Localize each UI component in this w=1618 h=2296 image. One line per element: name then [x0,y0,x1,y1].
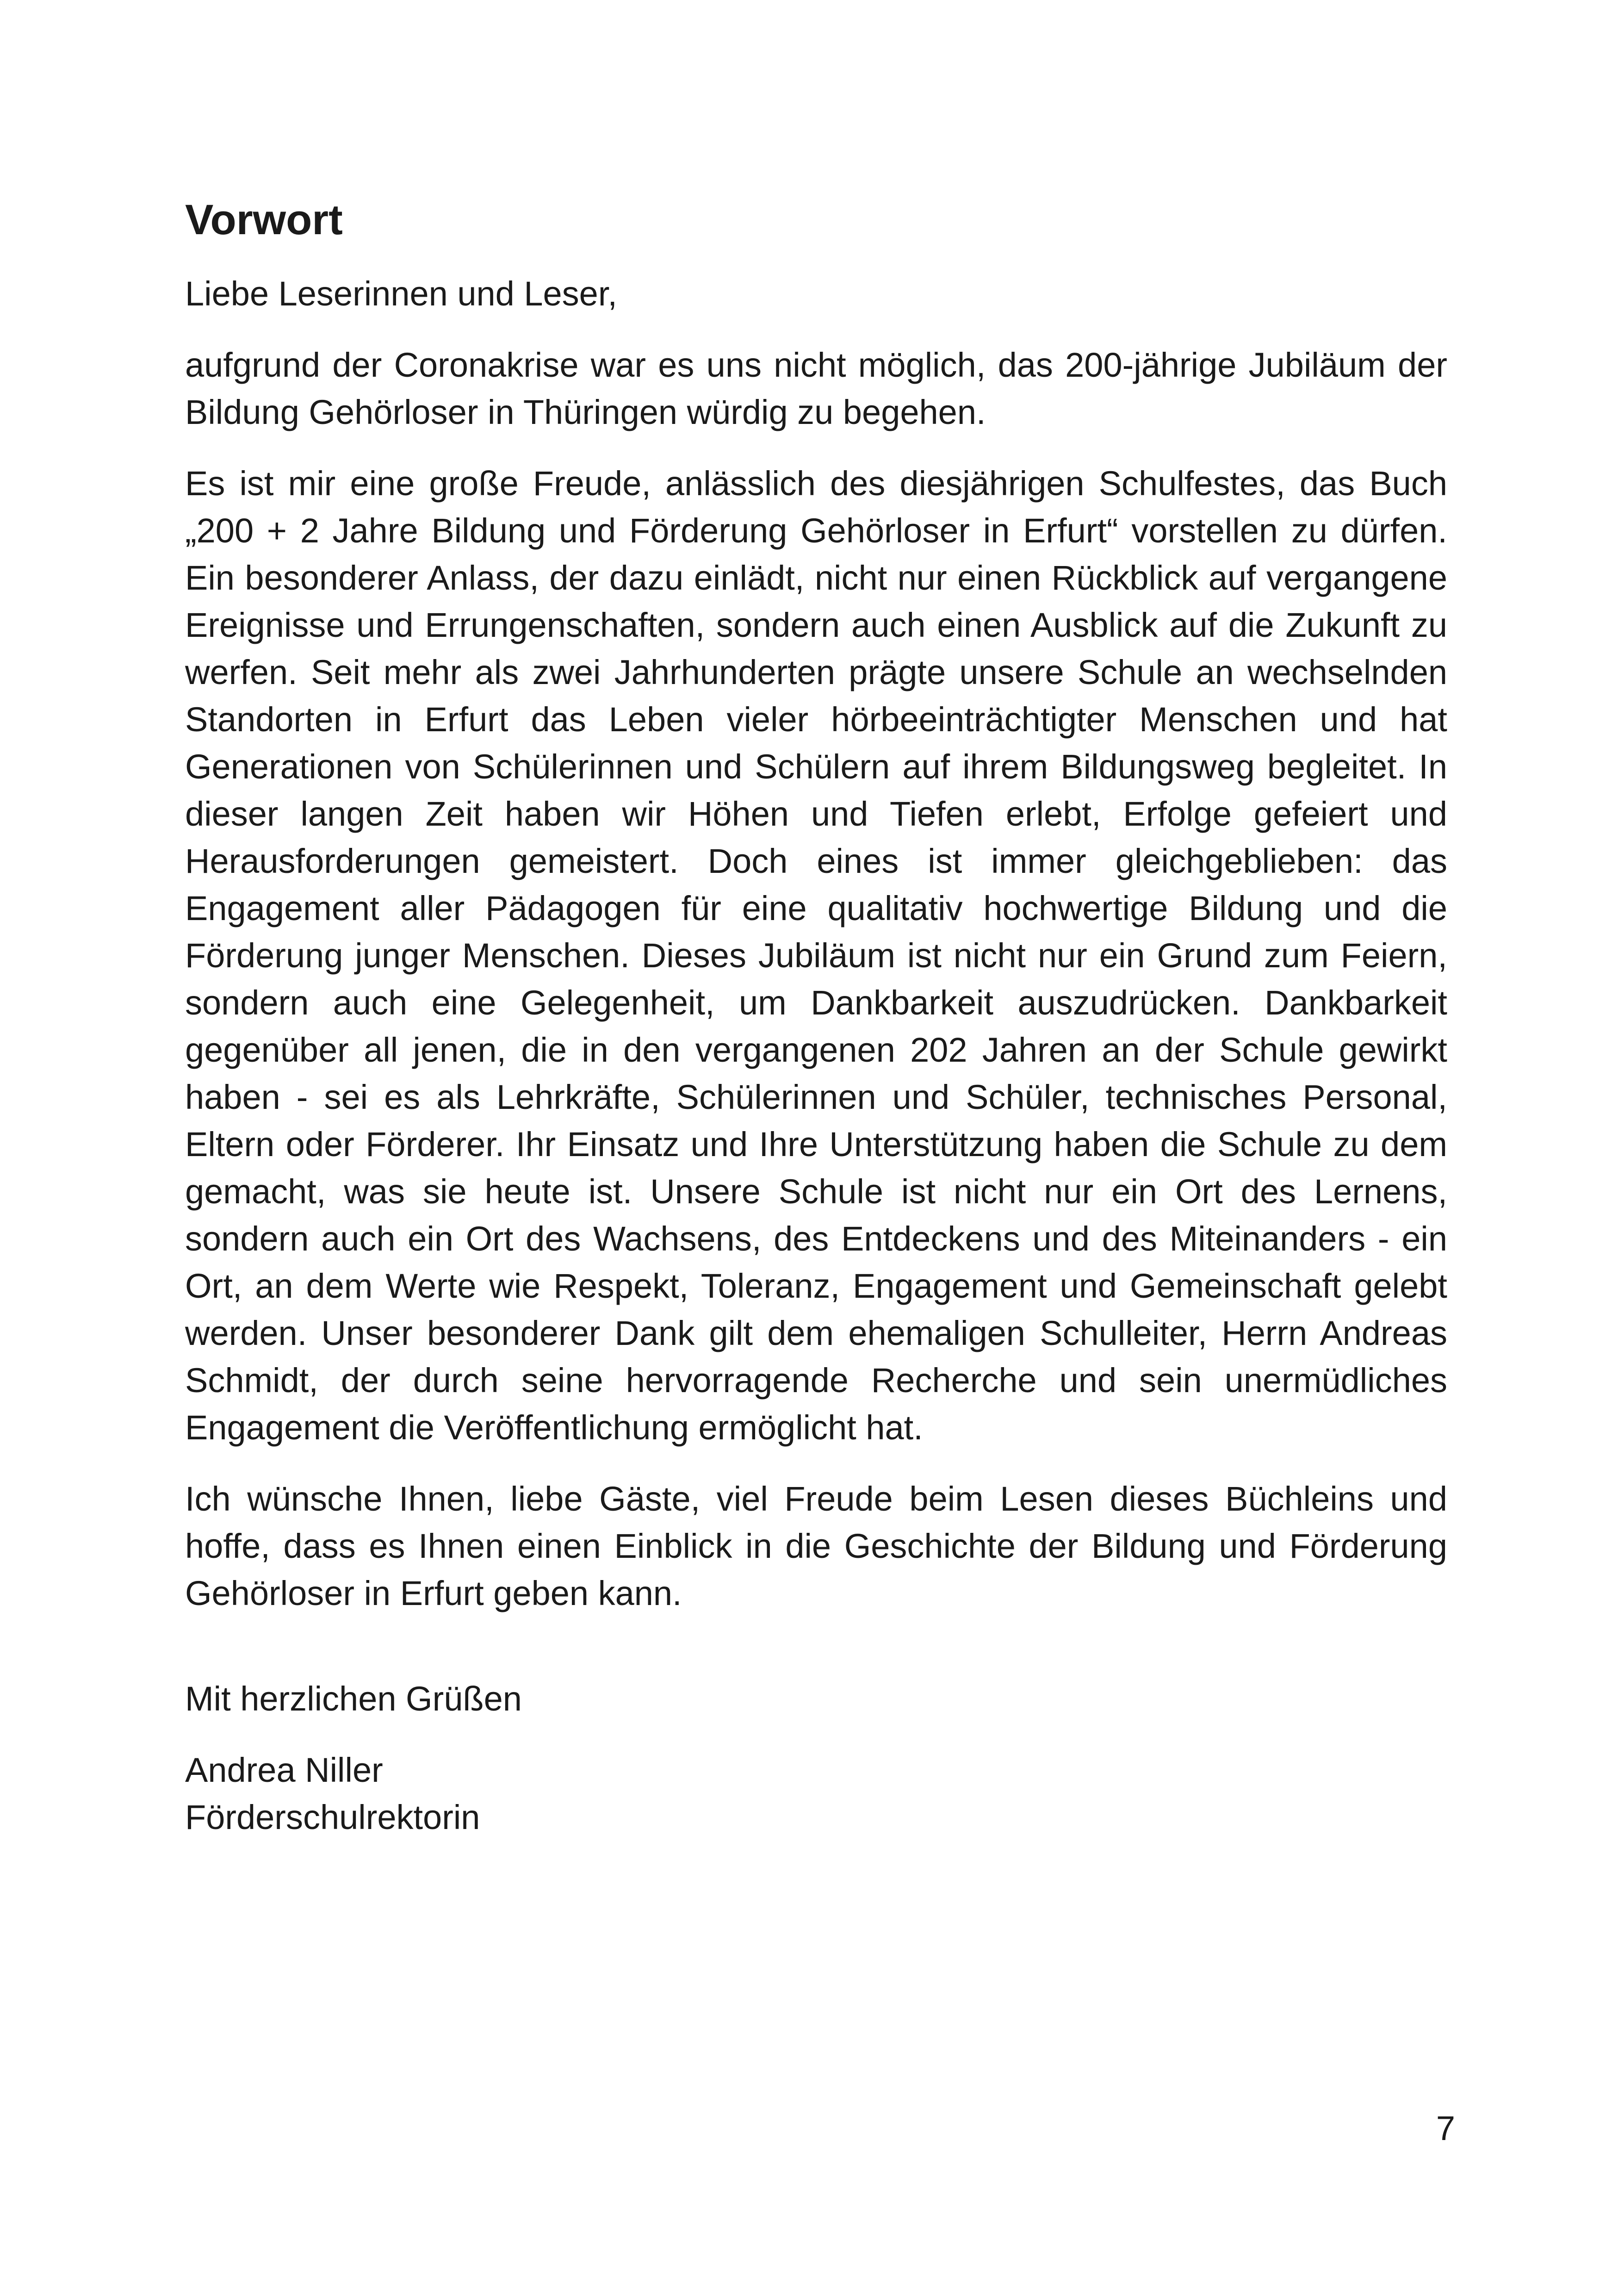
signature-name: Andrea Niller [185,1751,383,1790]
signature-title: Förderschulrektorin [185,1798,480,1837]
page-title: Vorwort [185,196,343,243]
page-content [185,194,1447,1841]
paragraph-wishes: Ich wünsche Ihnen, liebe Gäste, viel Freude beim Lesen dieses Büchleins und hoffe, dass es Ihnen einen Einblick in die Geschichte der Bildung und Förderung Gehörloser in Erfurt geben kann. [185,1480,1447,1613]
closing-greeting: Mit herzlichen Grüßen [185,1680,522,1718]
paragraph-main: Es ist mir eine große Freude, anlässlich des diesjährigen Schulfestes, das Buch „200 + 2 Jahre Bildung und Förderung Gehörloser in Erfurt“ vorstellen zu dürfen. Ein besonderer Anlass, der dazu einlädt, nicht nur einen Rückblick auf vergangene Ereignisse und Errungenschaften, sondern auch einen Ausblick auf die Zukunft zu werfen. Seit mehr als zwei Jahrhunderten prägte unsere Schule an wechselnden Standorten in Erfurt das Leben vieler hörbeeinträchtigter Menschen und hat Generationen von Schülerinnen und Schülern auf ihrem Bildungsweg begleitet. In dieser langen Zeit haben wir Höhen und Tiefen erlebt, Erfolge gefeiert und Herausforderungen gemeistert. Doch eines ist immer gleichgeblieben: das Engagement aller Pädagogen für eine qualitativ hochwertige Bildung und die Förderung junger Menschen. Dieses Jubiläum ist nicht nur ein Grund zum Feiern, sondern auch eine Gelegenheit, um Dankbarkeit auszudrücken. Dankbarkeit gegenüber all jenen, die in den vergangenen 202 Jahren an der Schule gewirkt haben - sei es als Lehrkräfte, Schülerinnen und Schüler, technisches Personal, Eltern oder Förderer. Ihr Einsatz und Ihre Unterstützung haben die Schule zu dem gemacht, was sie heute ist. Unsere Schule ist nicht nur ein Ort des Lernens, sondern auch ein Ort des Wachsens, des Entdeckens und des Miteinanders - ein Ort, an dem Werte wie Respekt, Toleranz, Engagement und Gemeinschaft gelebt werden. Unser besonderer Dank gilt dem ehemaligen Schulleiter, Herrn Andreas Schmidt, der durch seine hervorragende Recherche und sein unermüdliches Engagement die Veröffentlichung ermöglicht hat. [185,464,1447,1447]
salutation: Liebe Leserinnen und Leser, [185,274,617,313]
page-number: 7 [1436,2109,1455,2147]
paragraph-intro: aufgrund der Coronakrise war es uns nicht möglich, das 200-jährige Jubiläum der Bildung Gehörloser in Thüringen würdig zu begehen. [185,346,1447,432]
